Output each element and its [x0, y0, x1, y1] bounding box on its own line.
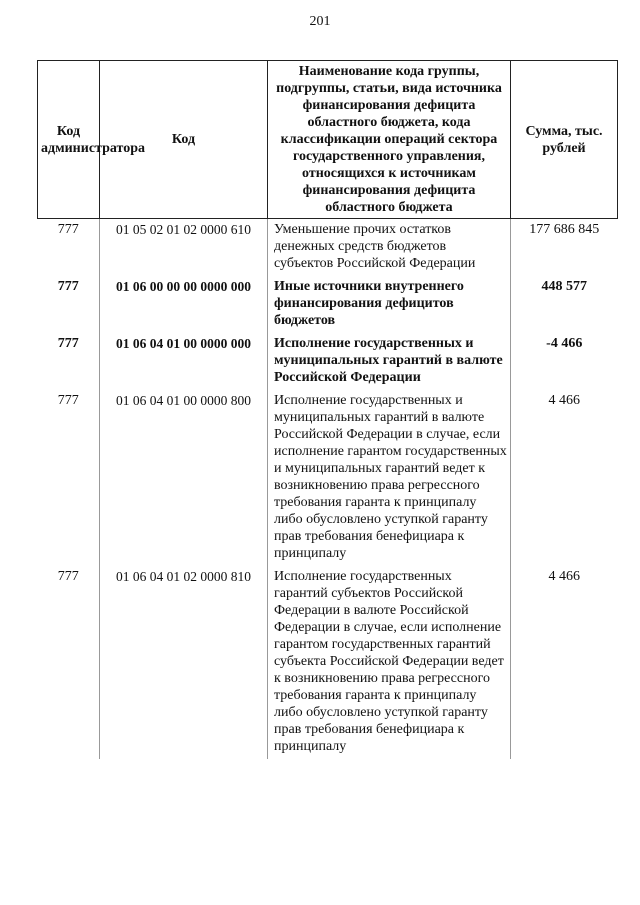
cell-code: 01 05 02 01 02 0000 610 [100, 219, 268, 277]
table-row [38, 566, 618, 759]
cell-amount: 177 686 845 [529, 222, 600, 237]
table-row [38, 390, 618, 566]
table-header-row [38, 61, 618, 219]
table-row [38, 333, 618, 390]
cell-code: 01 06 04 01 00 0000 800 [100, 390, 268, 566]
cell-name: Уменьшение прочих остатков денежных средств бюджетов субъектов Российской Федерации [268, 219, 511, 277]
cell-admin: 777 [38, 219, 100, 277]
cell-name: Исполнение государственных и муниципальных гарантий в валюте Российской Федерации [268, 333, 511, 390]
cell-code: 01 06 04 01 00 0000 000 [100, 333, 268, 390]
cell-amount: 4 466 [548, 569, 580, 584]
cell-name: Исполнение государственных гарантий субъектов Российской Федерации в валюте Российской Федерации в случае, если исполнение гарантом государственных гарантий субъекта Российской Федерации ведет к возникновению права регрессного требования гаранта к принципалу либо обусловлено уступкой гаранту прав требования бенефициара к принципалу [268, 566, 511, 759]
cell-code: 01 06 04 01 02 0000 810 [100, 566, 268, 759]
sources-table [37, 60, 618, 759]
page-number: 201 [309, 14, 331, 29]
cell-admin: 777 [38, 333, 100, 390]
cell-name: Иные источники внутреннего финансирования дефицитов бюджетов [268, 276, 511, 333]
cell-code: 01 06 00 00 00 0000 000 [100, 276, 268, 333]
cell-name: Исполнение государственных и муниципальных гарантий в валюте Российской Федерации в случае, если исполнение гарантом государственных и муниципальных гарантий ведет к возникновению права регрессного требования гаранта к принципалу либо обусловлено уступкой гаранту прав требования бенефициара к принципалу [268, 390, 511, 566]
cell-admin: 777 [38, 276, 100, 333]
cell-amount: 4 466 [548, 393, 580, 408]
header-amount: Сумма, тыс. рублей [511, 61, 618, 219]
header-admin-code: Код администратора [38, 61, 100, 219]
cell-admin: 777 [38, 390, 100, 566]
header-code: Код [100, 61, 268, 219]
cell-amount: 448 577 [541, 279, 587, 294]
table-row [38, 276, 618, 333]
header-name: Наименование кода группы, подгруппы, статьи, вида источника финансирования дефицита областного бюджета, кода классификации операций сектора государственного управления, относящихся к источникам финансирования дефицита областного бюджета [268, 61, 511, 219]
cell-amount: -4 466 [546, 336, 583, 351]
cell-admin: 777 [38, 566, 100, 759]
table-row [38, 219, 618, 277]
